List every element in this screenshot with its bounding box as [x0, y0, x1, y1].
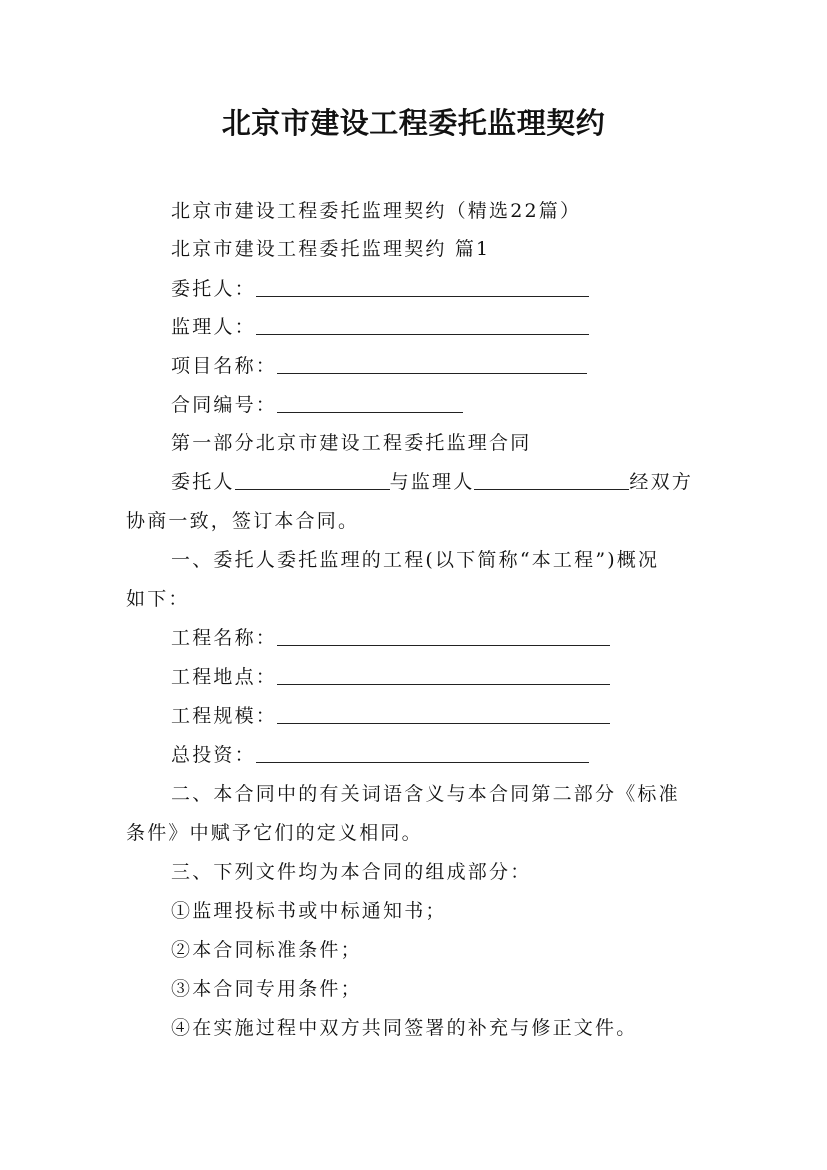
fill-blank: [277, 351, 587, 374]
field-label: 总投资：: [171, 744, 256, 766]
list-item: ②本合同标准条件；: [171, 939, 362, 961]
fill-blank: [277, 390, 463, 413]
field-label: 项目名称：: [171, 355, 278, 377]
fill-blank: [474, 467, 629, 490]
agreement-line: [171, 463, 693, 501]
clause-two-line1: 二、本合同中的有关词语含义与本合同第二部分《标准: [171, 783, 680, 805]
field-label: 工程名称：: [171, 627, 278, 649]
part-one-heading: 第一部分北京市建设工程委托监理合同: [171, 432, 532, 454]
piece-title: 北京市建设工程委托监理契约 篇1: [171, 238, 491, 260]
field-label: 工程地点：: [171, 666, 278, 688]
field-label: 监理人：: [171, 316, 256, 338]
list-item: ④在实施过程中双方共同签署的补充与修正文件。: [171, 1017, 638, 1039]
document-title: 北京市建设工程委托监理契约: [221, 106, 606, 140]
field-total-investment: [171, 736, 589, 774]
field-label: 工程规模：: [171, 705, 278, 727]
fill-blank: [256, 312, 589, 335]
collection-title: 北京市建设工程委托监理契约（精选22篇）: [171, 200, 582, 222]
agreement-continuation: 协商一致，签订本合同。: [126, 510, 360, 532]
field-project-title: [171, 619, 610, 657]
field-client: [171, 270, 589, 308]
field-supervisor: [171, 308, 589, 346]
list-item: ①监理投标书或中标通知书；: [171, 900, 447, 922]
fill-blank: [235, 467, 390, 490]
field-contract-number: [171, 386, 463, 424]
list-item: ③本合同专用条件；: [171, 978, 362, 1000]
clause-one-line2: 如下：: [126, 588, 190, 610]
field-project-scale: [171, 697, 610, 735]
fill-blank: [277, 662, 610, 685]
fill-blank: [256, 274, 589, 297]
fill-blank: [256, 740, 589, 763]
agreement-suffix: 经双方: [629, 471, 694, 493]
fill-blank: [277, 623, 610, 646]
field-label: 委托人：: [171, 278, 256, 300]
clause-one-line1: 一、委托人委托监理的工程(以下简称“本工程”)概况: [171, 549, 660, 571]
field-project-location: [171, 658, 610, 696]
clause-two-line2: 条件》中赋予它们的定义相同。: [126, 822, 423, 844]
fill-blank: [277, 701, 610, 724]
field-label: 合同编号：: [171, 394, 278, 416]
field-project-name: [171, 347, 587, 385]
clause-three-heading: 三、下列文件均为本合同的组成部分：: [171, 861, 532, 883]
agreement-prefix: 委托人: [171, 471, 235, 493]
agreement-middle: 与监理人: [389, 471, 475, 493]
